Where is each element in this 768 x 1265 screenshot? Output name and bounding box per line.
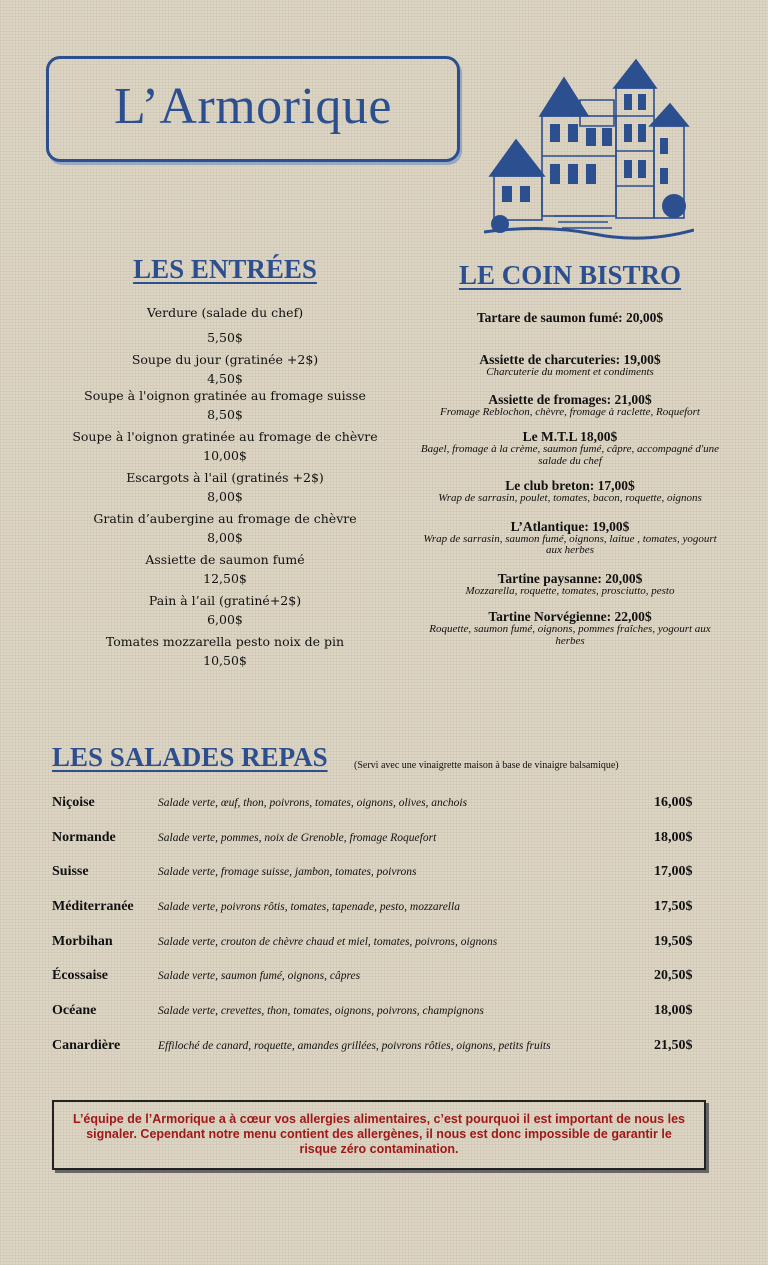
- item-description: Bagel, fromage à la crème, saumon fumé, câpre, accompagné d'une salade du chef: [420, 443, 720, 467]
- list-item: [420, 310, 720, 325]
- salad-name: Océane: [52, 1003, 97, 1019]
- item-name: Soupe à l'oignon gratinée au fromage de chèvre: [72, 429, 378, 444]
- list-item: [420, 571, 720, 598]
- salades-note: (Servi avec une vinaigrette maison à base de vinaigre balsamique): [354, 760, 619, 771]
- item-description: Charcuterie du moment et condiments: [486, 366, 654, 378]
- salad-price: 17,00$: [654, 864, 693, 880]
- item-price: 10,50$: [203, 652, 247, 668]
- item-price: 8,00$: [207, 488, 243, 504]
- item-name: Gratin d’aubergine au fromage de chèvre: [93, 511, 357, 526]
- salad-price: 21,50$: [654, 1037, 693, 1053]
- salad-price: 19,50$: [654, 933, 693, 949]
- list-item: [420, 478, 720, 505]
- table-row: [52, 864, 712, 899]
- salad-description: Salade verte, œuf, thon, poivrons, tomates, oignons, olives, anchois: [158, 797, 468, 809]
- table-row: [52, 899, 712, 934]
- item-price: 5,50$: [207, 329, 243, 345]
- item-price: 6,00$: [207, 611, 243, 627]
- salad-description: Salade verte, poivrons rôtis, tomates, tapenade, pesto, mozzarella: [158, 901, 460, 914]
- restaurant-title: L’Armorique: [114, 78, 392, 135]
- list-item: [60, 351, 390, 388]
- salad-description: Salade verte, crouton de chèvre chaud et miel, tomates, poivrons, oignons: [158, 935, 498, 948]
- list-item: [420, 429, 720, 467]
- list-item: [60, 633, 390, 670]
- item-price: 12,50$: [203, 570, 247, 586]
- table-row: [52, 795, 712, 830]
- table-row: [52, 830, 712, 865]
- item-name: Le M.T.L 18,00$: [522, 429, 618, 444]
- item-price: 4,50$: [207, 370, 243, 386]
- item-name: Pain à l’ail (gratiné+2$): [148, 593, 302, 608]
- item-name: Le club breton: 17,00$: [505, 478, 635, 493]
- list-item: [60, 592, 390, 629]
- table-row: [52, 1038, 712, 1073]
- salad-description: Salade verte, pommes, noix de Grenoble, fromage Roquefort: [158, 831, 437, 844]
- allergy-notice: [52, 1100, 706, 1170]
- list-item: [420, 609, 720, 647]
- table-row: [52, 934, 712, 969]
- item-name: Tartare de saumon fumé: 20,00$: [476, 310, 664, 325]
- salad-description: Salade verte, crevettes, thon, tomates, oignons, poivrons, champignons: [158, 1005, 484, 1018]
- item-description: Wrap de sarrasin, poulet, tomates, bacon, roquette, oignons: [438, 492, 702, 504]
- salad-name: Canardière: [52, 1037, 121, 1053]
- item-description: Wrap de sarrasin, saumon fumé, oignons, laitue , tomates, yogourt aux herbes: [423, 532, 717, 556]
- salad-name: Morbihan: [52, 933, 113, 949]
- item-name: Assiette de saumon fumé: [145, 552, 305, 567]
- salad-price: 17,50$: [654, 899, 693, 915]
- salades-list: [52, 795, 712, 1073]
- list-item: [60, 428, 390, 465]
- salad-description: Salade verte, fromage suisse, jambon, tomates, poivrons: [158, 866, 417, 879]
- list-item: [60, 304, 390, 347]
- list-item: [420, 392, 720, 419]
- restaurant-title-box: [46, 56, 460, 162]
- item-name: Tartine paysanne: 20,00$: [497, 570, 643, 586]
- list-item: [60, 387, 390, 424]
- item-description: Roquette, saumon fumé, oignons, pommes fraîches, yogourt aux herbes: [429, 623, 711, 647]
- list-item: [60, 469, 390, 506]
- salad-price: 16,00$: [654, 795, 693, 810]
- item-name: Soupe du jour (gratinée +2$): [131, 352, 319, 367]
- item-name: Assiette de charcuteries: 19,00$: [479, 352, 661, 367]
- salad-price: 18,00$: [654, 829, 693, 845]
- list-item: [60, 510, 390, 547]
- salad-description: Salade verte, saumon fumé, oignons, câpres: [158, 970, 361, 983]
- salad-name: Méditerranée: [52, 899, 134, 915]
- salad-description: Effiloché de canard, roquette, amandes grillées, poivrons rôties, oignons, petits fruits: [158, 1039, 551, 1052]
- item-name: L’Atlantique: 19,00$: [510, 518, 630, 534]
- bistro-list: [420, 310, 720, 647]
- item-description: Fromage Reblochon, chèvre, fromage à raclette, Roquefort: [440, 405, 700, 418]
- salades-heading: LES SALADES REPAS: [52, 742, 328, 772]
- house-illustration: [484, 56, 694, 242]
- item-name: Verdure (salade du chef): [146, 305, 304, 320]
- list-item: [420, 352, 720, 379]
- item-name: Escargots à l'ail (gratinés +2$): [126, 470, 324, 485]
- item-price: 8,00$: [207, 529, 243, 545]
- item-price: 10,00$: [203, 447, 247, 463]
- allergy-text: L’équipe de l’Armorique a à cœur vos allergies alimentaires, c’est pourquoi il est important de nous les signaler. Cependant notre menu contient des allergènes, il nous est donc impossible de garantir le risque zéro contamination.: [73, 1112, 685, 1156]
- salad-price: 20,50$: [654, 968, 693, 984]
- salad-name: Niçoise: [52, 795, 95, 810]
- item-name: Assiette de fromages: 21,00$: [488, 391, 652, 407]
- salad-name: Suisse: [52, 864, 89, 880]
- table-row: [52, 968, 712, 1003]
- item-name: Soupe à l'oignon gratinée au fromage suisse: [84, 388, 366, 403]
- item-description: Mozzarella, roquette, tomates, prosciutto, pesto: [465, 584, 675, 597]
- entrees-list: [60, 304, 390, 674]
- salad-price: 18,00$: [654, 1003, 693, 1019]
- item-price: 8,50$: [207, 406, 243, 422]
- salad-name: Normande: [52, 829, 116, 845]
- list-item: [60, 551, 390, 588]
- bistro-heading: LE COIN BISTRO: [458, 260, 682, 290]
- entrees-heading: LES ENTRÉES: [133, 254, 317, 284]
- table-row: [52, 1003, 712, 1038]
- item-name: Tartine Norvégienne: 22,00$: [488, 609, 652, 624]
- list-item: [420, 519, 720, 557]
- item-name: Tomates mozzarella pesto noix de pin: [105, 634, 345, 649]
- salad-name: Écossaise: [52, 968, 108, 984]
